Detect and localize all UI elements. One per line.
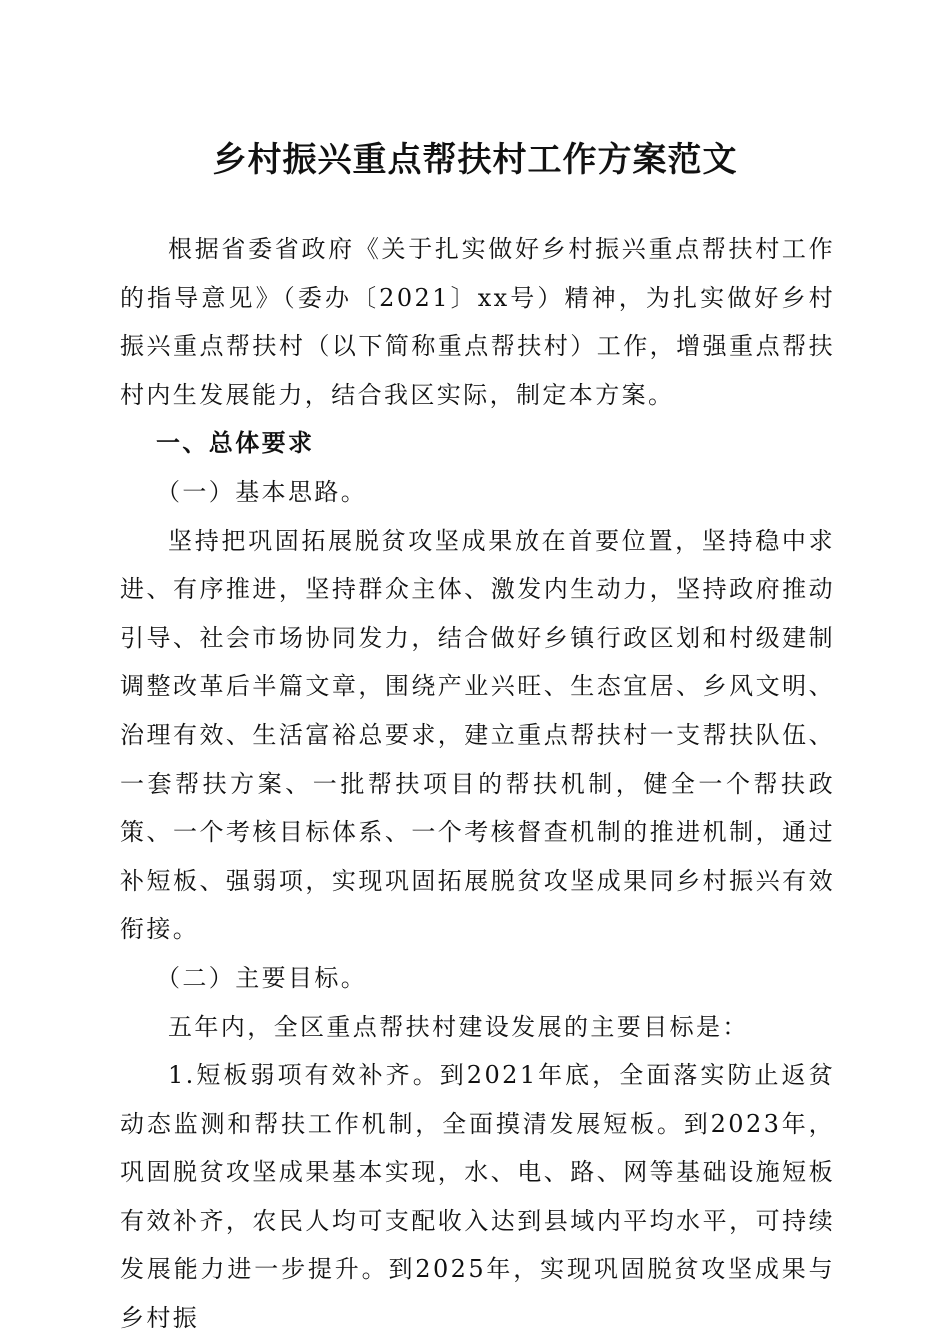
subheading-basic-approach: （一）基本思路。 — [156, 477, 368, 506]
main-goals-intro-paragraph: 五年内，全区重点帮扶村建设发展的主要目标是： — [168, 1012, 749, 1041]
document-title: 乡村振兴重点帮扶村工作方案范文 — [212, 140, 738, 180]
subheading-main-goals: （二）主要目标。 — [156, 963, 368, 992]
basic-approach-paragraph: 坚持把巩固拓展脱贫攻坚成果放在首要位置，坚持稳中求进、有序推进，坚持群众主体、激发内生动力，坚持政府推动引导、社会市场协同发力，结合做好乡镇行政区划和村级建制调整改革后半篇文章，围绕产业兴旺、生态宜居、乡风文明、治理有效、生活富裕总要求，建立重点帮扶村一支帮扶队伍、一套帮扶方案、一批帮扶项目的帮扶机制，健全一个帮扶政策、一个考核目标体系、一个考核督查机制的推进机制，通过补短板、强弱项，实现巩固拓展脱贫攻坚成果同乡村振兴有效衔接。 — [120, 526, 835, 944]
goal-item-1-paragraph: 1.短板弱项有效补齐。到2021年底，全面落实防止返贫动态监测和帮扶工作机制，全面摸清发展短板。到2023年，巩固脱贫攻坚成果基本实现，水、电、路、网等基础设施短板有效补齐，农民人均可支配收入达到县域内平均水平，可持续发展能力进一步提升。到2025年，实现巩固脱贫攻坚成果与乡村振 — [120, 1061, 835, 1333]
document-body — [120, 225, 835, 1343]
section-heading-general-requirements: 一、总体要求 — [156, 428, 315, 458]
intro-paragraph: 根据省委省政府《关于扎实做好乡村振兴重点帮扶村工作的指导意见》（委办〔2021〕xx号）精神，为扎实做好乡村振兴重点帮扶村（以下简称重点帮扶村）工作，增强重点帮扶村内生发展能力，结合我区实际，制定本方案。 — [120, 235, 835, 409]
